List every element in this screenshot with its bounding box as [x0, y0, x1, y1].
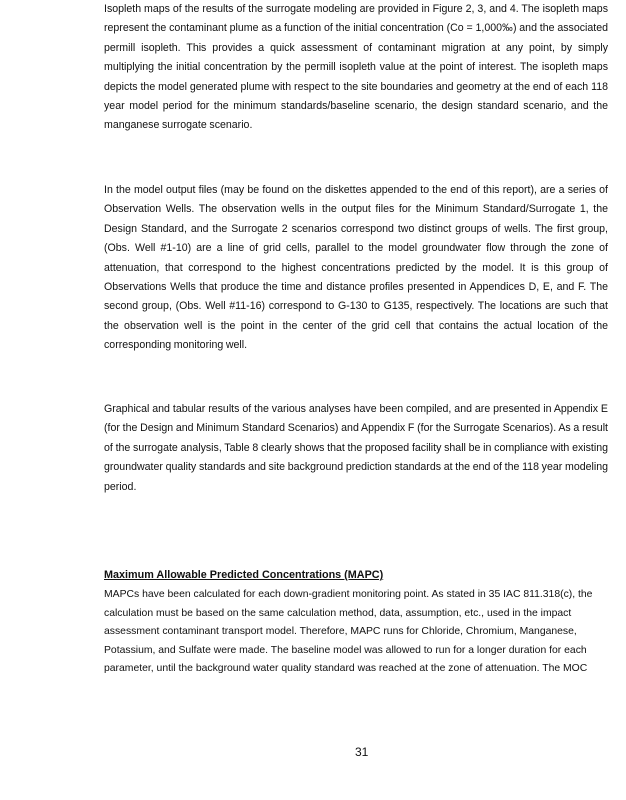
paragraph-graphical-results: Graphical and tabular results of the various analyses have been compiled, and are presented in Appendix E (for the Design and Minimum Standard Scenarios) and Appendix F (for the Surrogate Scenarios). As a result of the surrogate analysis, Table 8 clearly shows that the proposed facility shall be in compliance with existing groundwater quality standards and site background prediction standards at the end of the 118 year modeling period. — [104, 403, 608, 493]
page-number: 31 — [355, 745, 369, 759]
paragraph-observation-wells: In the model output files (may be found on the diskettes appended to the end of this report), are a series of Observation Wells. The observation wells in the output files for the Minimum Standard/Surrogate 1, the Design Standard, and the Surrogate 2 scenarios correspond two distinct groups of wells. The first group, (Obs. Well #1-10) are a line of grid cells, parallel to the model groundwater flow through the zone of attenuation, that correspond to the highest concentrations predicted by the model. It is this group of Observations Wells that produce the time and distance profiles presented in Appendices D, E, and F. The second group, (Obs. Well #11-16) correspond to G-130 to G135, respectively. The locations are such that the observation well is the point in the center of the grid cell that contains the actual location of the corresponding monitoring well. — [104, 184, 608, 352]
paragraph-isopleth-maps: Isopleth maps of the results of the surrogate modeling are provided in Figure 2, 3, and 4. The isopleth maps represent the contaminant plume as a function of the initial concentration (Co = 1,000‰) and the associated permill isopleth. This provides a quick assessment of contaminant migration at any point, by simply multiplying the initial concentration by the permill isopleth value at the point of interest. The isopleth maps depicts the model generated plume with respect to the site boundaries and geometry at the end of each 118 year model period for the minimum standards/baseline scenario, the design standard scenario, and the manganese surrogate scenario. — [104, 3, 608, 132]
paragraph-mapc: MAPCs have been calculated for each down-gradient monitoring point. As stated in 35 IAC 811.318(c), the calculation must be based on the same calculation method, data, assumption, etc., used in the impact assessment contaminant transport model. Therefore, MAPC runs for Chloride, Chromium, Manganese, Potassium, and Sulfate were made. The baseline model was allowed to run for a longer duration for each parameter, until the background water quality standard was reached at the zone of attenuation. The MOC — [104, 589, 593, 675]
section-heading-mapc: Maximum Allowable Predicted Concentrations (MAPC) — [104, 569, 384, 581]
